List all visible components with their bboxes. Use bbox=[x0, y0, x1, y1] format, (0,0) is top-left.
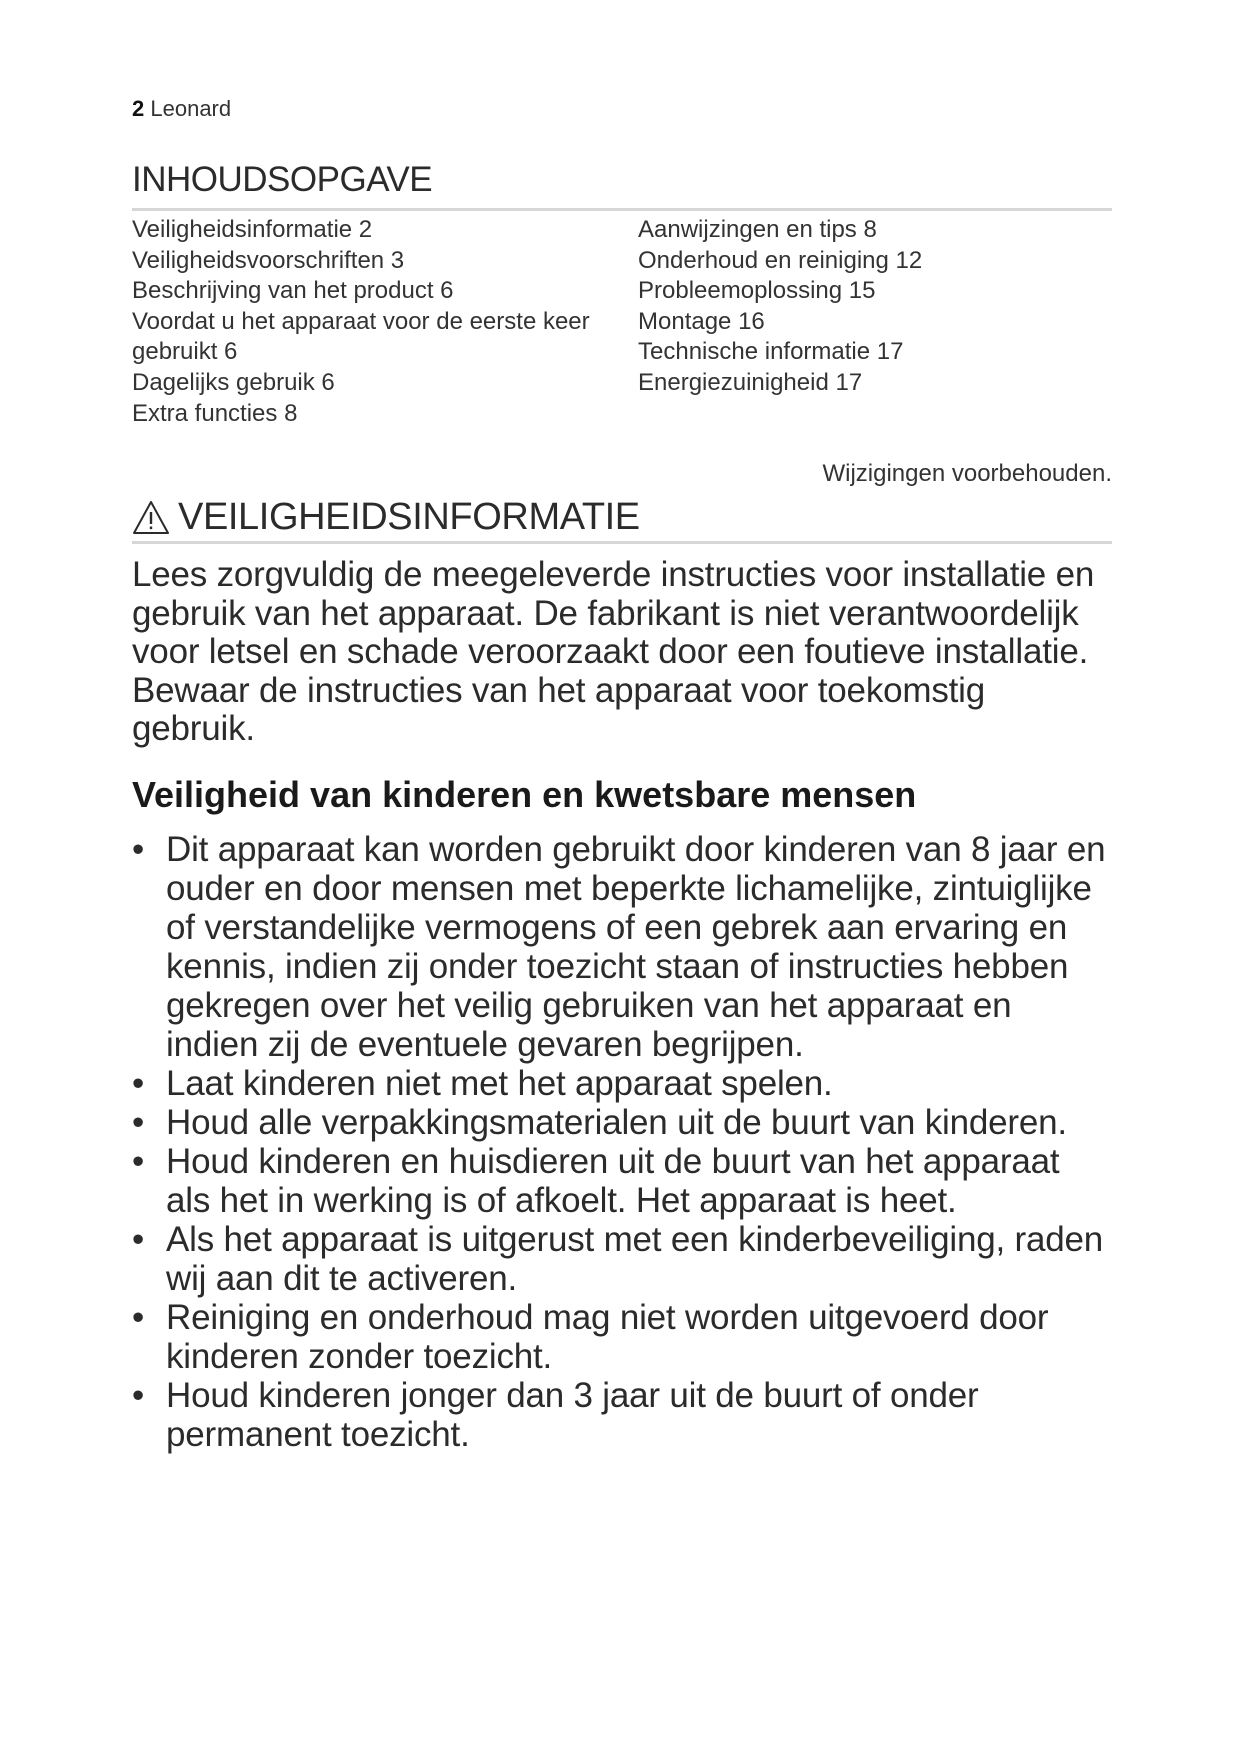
children-safety-list bbox=[132, 830, 1112, 1454]
list-item bbox=[132, 1298, 1112, 1376]
list-item-text: Houd kinderen en huisdieren uit de buurt van het apparaat als het in werking is of afkoelt. Het apparaat is heet. bbox=[166, 1142, 1060, 1220]
bullet-icon: • bbox=[132, 830, 145, 869]
bullet-icon: • bbox=[132, 1142, 145, 1181]
toc-entry[interactable]: Montage 16 bbox=[638, 307, 765, 335]
toc-divider bbox=[132, 208, 1112, 211]
toc-entry[interactable]: Technische informatie 17 bbox=[638, 338, 904, 366]
bullet-icon: • bbox=[132, 1220, 145, 1259]
bullet-icon: • bbox=[132, 1064, 145, 1103]
toc-entry[interactable]: Veiligheidsinformatie 2 bbox=[132, 216, 373, 243]
toc-right-column bbox=[638, 215, 1108, 399]
toc-entry[interactable]: Veiligheidsvoorschriften 3 bbox=[132, 246, 405, 274]
safety-intro-paragraph: Lees zorgvuldig de meegeleverde instructies voor installatie en gebruik van het apparaat. De fabrikant is niet verantwoordelijk voor letsel en schade veroorzaakt door een foutieve installatie. Bewaar de instructies van het apparaat voor toekomstig gebruik. bbox=[132, 555, 1095, 748]
toc-entry[interactable]: Aanwijzingen en tips 8 bbox=[638, 216, 877, 243]
list-item-text: Laat kinderen niet met het apparaat spelen. bbox=[166, 1064, 833, 1103]
toc-entry[interactable]: Probleemoplossing 15 bbox=[638, 277, 876, 305]
list-item bbox=[132, 1376, 1112, 1454]
toc-entry[interactable]: Extra functies 8 bbox=[132, 399, 298, 427]
list-item bbox=[132, 1103, 1112, 1142]
safety-title-text: VEILIGHEIDSINFORMATIE bbox=[178, 496, 640, 538]
safety-divider bbox=[132, 541, 1112, 544]
toc-entry[interactable]: Dagelijks gebruik 6 bbox=[132, 368, 335, 396]
bullet-icon: • bbox=[132, 1298, 145, 1337]
brand-name: Leonard bbox=[150, 96, 232, 121]
list-item bbox=[132, 1220, 1112, 1298]
bullet-icon: • bbox=[132, 1376, 145, 1415]
page-number: 2 bbox=[132, 96, 145, 121]
toc-entry[interactable]: Onderhoud en reiniging 12 bbox=[638, 246, 923, 274]
list-item-text: Houd alle verpakkingsmaterialen uit de buurt van kinderen. bbox=[166, 1103, 1067, 1142]
toc-title: INHOUDSOPGAVE bbox=[132, 160, 433, 199]
toc-entry[interactable]: Energiezuinigheid 17 bbox=[638, 368, 863, 396]
children-safety-heading: Veiligheid van kinderen en kwetsbare mensen bbox=[132, 774, 917, 815]
list-item bbox=[132, 1142, 1112, 1220]
list-item-text: Als het apparaat is uitgerust met een kinderbeveiliging, raden wij aan dit te activeren. bbox=[166, 1220, 1104, 1298]
list-item-text: Reiniging en onderhoud mag niet worden uitgevoerd door kinderen zonder toezicht. bbox=[166, 1298, 1049, 1376]
list-item bbox=[132, 1064, 1112, 1103]
toc-entry[interactable]: Voordat u het apparaat voor de eerste keer gebruikt 6 bbox=[132, 307, 590, 366]
toc-entry[interactable]: Beschrijving van het product 6 bbox=[132, 277, 454, 305]
safety-section-title bbox=[132, 496, 640, 539]
changes-reserved-note: Wijzigingen voorbehouden. bbox=[822, 460, 1112, 487]
toc-left-column bbox=[132, 215, 612, 429]
list-item-text: Dit apparaat kan worden gebruikt door kinderen van 8 jaar en ouder en door mensen met beperkte lichamelijke, zintuiglijke of verstandelijke vermogens of een gebrek aan ervaring en kennis, indien zij onder toezicht staan of instructies hebben gekregen over het veilig gebruiken van het apparaat en indien zij de eventuele gevaren begrijpen. bbox=[166, 830, 1106, 1064]
list-item-text: Houd kinderen jonger dan 3 jaar uit de buurt of onder permanent toezicht. bbox=[166, 1376, 979, 1454]
bullet-icon: • bbox=[132, 1103, 145, 1142]
running-head bbox=[132, 96, 231, 122]
list-item bbox=[132, 830, 1112, 1064]
warning-triangle-icon bbox=[132, 500, 170, 536]
